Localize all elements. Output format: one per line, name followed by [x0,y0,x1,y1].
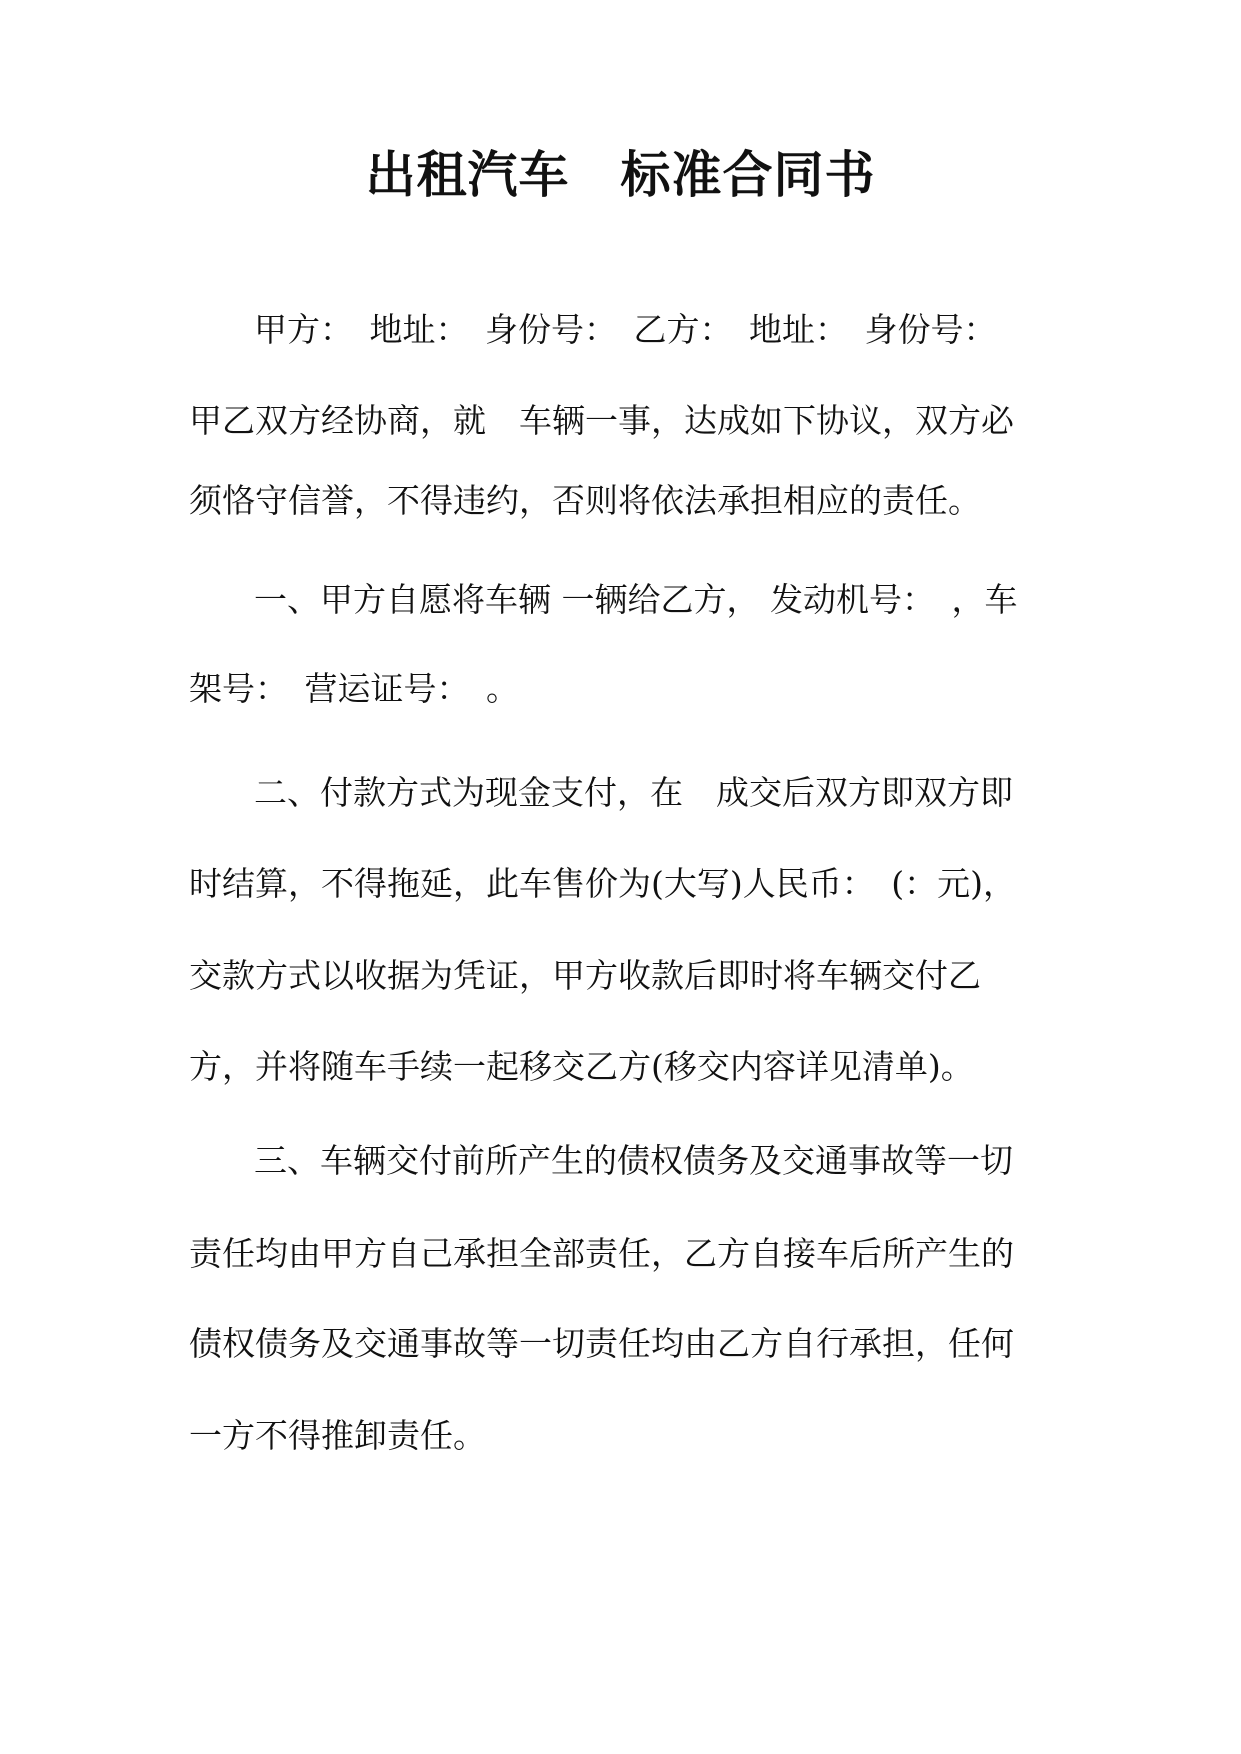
intro-line-1: 甲乙双方经协商，就 车辆一事，达成如下协议，双方必 [189,401,1014,440]
clause-2-line-3: 交款方式以收据为凭证，甲方收款后即时将车辆交付乙 [189,956,981,995]
clause-2-line-1: 二、付款方式为现金支付，在 成交后双方即双方即 [254,773,1013,812]
clause-2-line-2: 时结算，不得拖延，此车售价为(大写)人民币： (：元)， [189,864,1016,903]
clause-2-line-4: 方，并将随车手续一起移交乙方(移交内容详见清单)。 [189,1047,974,1086]
document-title: 出租汽车 标准合同书 [365,145,876,204]
clause-3-line-3: 债权债务及交通事故等一切责任均由乙方自行承担，任何 [189,1324,1014,1363]
intro-line-2: 须恪守信誉，不得违约，否则将依法承担相应的责任。 [189,481,981,520]
party-info-line: 甲方： 地址： 身份号： 乙方： 地址： 身份号： [254,310,997,349]
clause-3-line-1: 三、车辆交付前所产生的债权债务及交通事故等一切 [254,1141,1013,1180]
clause-3-line-4: 一方不得推卸责任。 [189,1416,486,1455]
clause-1-line-1: 一、甲方自愿将车辆 一辆给乙方， 发动机号： ，车 [254,580,1018,619]
clause-1-line-2: 架号： 营运证号： 。 [189,669,519,708]
clause-3-line-2: 责任均由甲方自己承担全部责任，乙方自接车后所产生的 [189,1234,1014,1273]
